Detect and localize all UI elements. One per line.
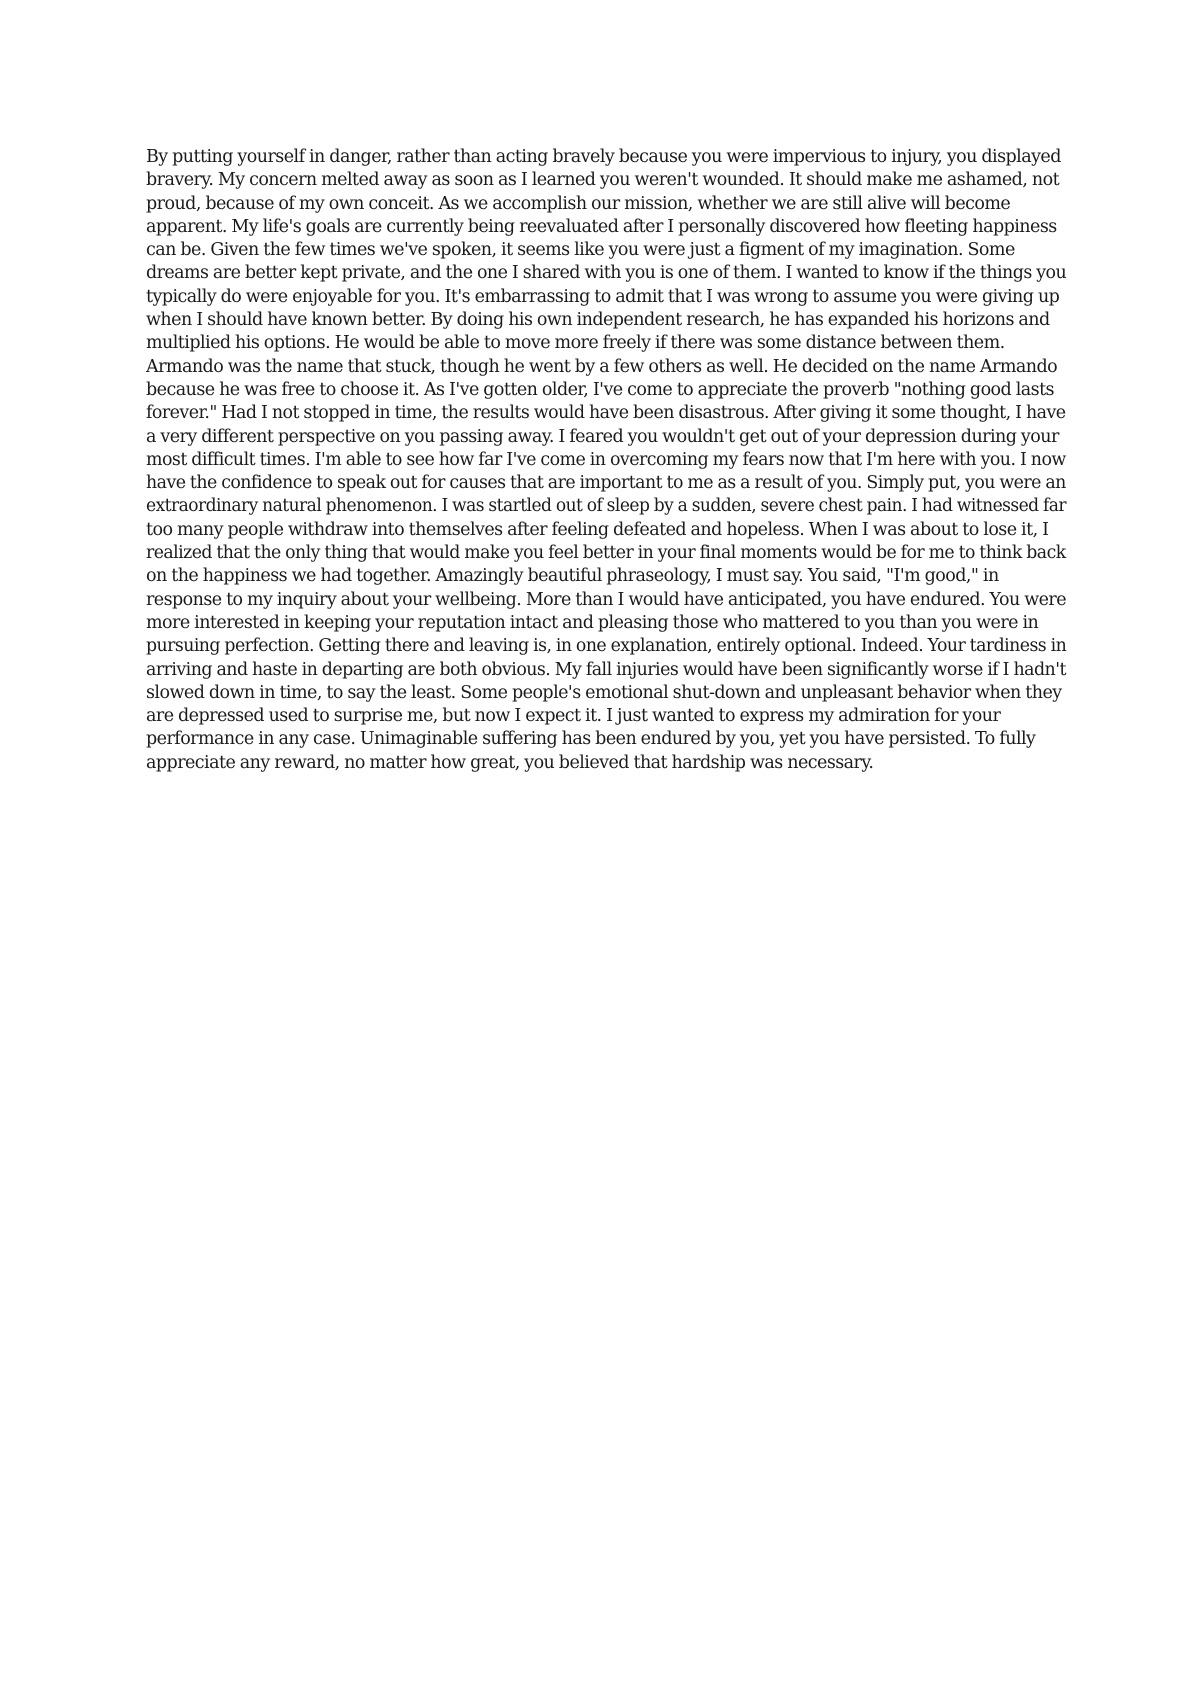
text-line: more interested in keeping your reputation intact and pleasing those who mattered to you than you were in [146, 612, 1039, 633]
text-line: apparent. My life's goals are currently being reevaluated after I personally discovered how fleeting happiness [146, 216, 1057, 237]
text-line: too many people withdraw into themselves after feeling defeated and hopeless. When I was about to lose it, I [146, 519, 1049, 540]
text-line: because he was free to choose it. As I've gotten older, I've come to appreciate the proverb "nothing good lasts [146, 379, 1054, 400]
text-line: typically do were enjoyable for you. It's embarrassing to admit that I was wrong to assume you were giving up [146, 286, 1060, 307]
text-line: slowed down in time, to say the least. Some people's emotional shut-down and unpleasant behavior when they [146, 682, 1062, 703]
text-line: when I should have known better. By doing his own independent research, he has expanded his horizons and [146, 310, 1050, 331]
text-line: pursuing perfection. Getting there and leaving is, in one explanation, entirely optional. Indeed. Your tardiness in [146, 636, 1067, 657]
text-line: have the confidence to speak out for causes that are important to me as a result of you. Simply put, you were an [146, 473, 1066, 494]
text-line: forever." Had I not stopped in time, the results would have been disastrous. After giving it some thought, I have [146, 403, 1066, 424]
text-line: bravery. My concern melted away as soon as I learned you weren't wounded. It should make me ashamed, not [146, 170, 1060, 191]
text-line: arriving and haste in departing are both obvious. My fall injuries would have been significantly worse if I hadn't [146, 659, 1066, 680]
text-line: realized that the only thing that would make you feel better in your final moments would be for me to think back [146, 543, 1066, 564]
text-line: multiplied his options. He would be able to move more freely if there was some distance between them. [146, 333, 1005, 354]
text-line: proud, because of my own conceit. As we accomplish our mission, whether we are still alive will become [146, 193, 1011, 214]
text-line: extraordinary natural phenomenon. I was startled out of sleep by a sudden, severe chest pain. I had witnessed far [146, 496, 1067, 517]
text-line: Armando was the name that stuck, though he went by a few others as well. He decided on the name Armando [146, 356, 1058, 377]
text-line: dreams are better kept private, and the one I shared with you is one of them. I wanted to know if the things you [146, 263, 1067, 284]
text-line: By putting yourself in danger, rather than acting bravely because you were impervious to injury, you displayed [146, 147, 1061, 167]
text-line: can be. Given the few times we've spoken, it seems like you were just a figment of my imagination. Some [146, 240, 1015, 261]
text-line: response to my inquiry about your wellbeing. More than I would have anticipated, you have endured. You were [146, 589, 1067, 610]
text-line: are depressed used to surprise me, but now I expect it. I just wanted to express my admiration for your [146, 706, 1001, 727]
text-line: a very different perspective on you passing away. I feared you wouldn't get out of your depression during your [146, 426, 1059, 447]
text-line: most difficult times. I'm able to see how far I've come in overcoming my fears now that I'm here with you. I now [146, 449, 1066, 470]
text-line: performance in any case. Unimaginable suffering has been endured by you, yet you have persisted. To fully [146, 729, 1036, 750]
body-paragraph [146, 146, 1066, 775]
text-line: appreciate any reward, no matter how great, you believed that hardship was necessary. [146, 752, 874, 773]
text-line: on the happiness we had together. Amazingly beautiful phraseology, I must say. You said, "I'm good," in [146, 566, 999, 587]
